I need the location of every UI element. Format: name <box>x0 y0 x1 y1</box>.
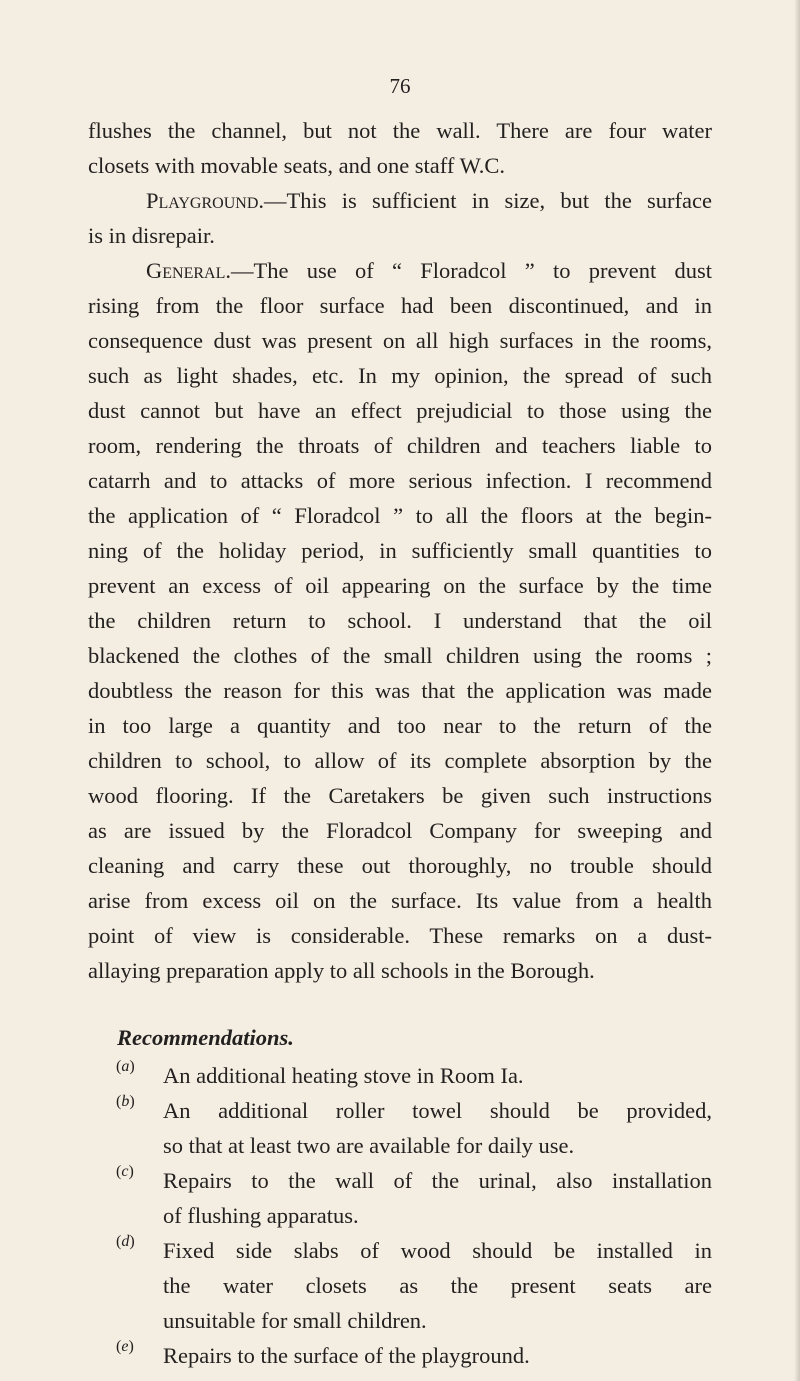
line-text: doubtless the reason for this was that the application was made <box>88 678 712 703</box>
text-line <box>88 218 712 253</box>
recommendation-line: Fixed side slabs of wood should be installed in <box>163 1238 712 1263</box>
recommendation-label: (e) <box>116 1338 134 1355</box>
line-text: allaying preparation apply to all schools in the Borough. <box>88 958 595 983</box>
text-line <box>88 953 712 988</box>
recommendation-item <box>88 1093 712 1163</box>
label-letter: e <box>121 1338 129 1355</box>
text-line <box>88 498 712 533</box>
text-line <box>88 603 712 638</box>
recommendation-line: the water closets as the present seats are <box>163 1273 712 1298</box>
line-text: dust cannot but have an effect prejudicial to those using the <box>88 398 712 423</box>
label-letter: a <box>121 1058 130 1075</box>
line-text: —This is sufficient in size, but the surface <box>264 188 712 213</box>
label-letter: c <box>121 1163 129 1180</box>
recommendation-line: so that at least two are available for daily use. <box>163 1133 575 1158</box>
line-text: such as light shades, etc. In my opinion, the spread of such <box>88 363 712 388</box>
text-line <box>88 708 712 743</box>
text-line <box>88 393 712 428</box>
recommendation-label: (c) <box>116 1163 134 1180</box>
line-text: the application of “ Floradcol ” to all the floors at the begin- <box>88 503 712 528</box>
line-text: the children return to school. I understand that the oil <box>88 608 712 633</box>
text-line <box>88 813 712 848</box>
page-edge <box>794 0 800 1381</box>
text-line <box>88 463 712 498</box>
text-line <box>88 253 712 288</box>
recommendation-line: An additional roller towel should be provided, <box>163 1098 712 1123</box>
page-number: 76 <box>389 74 411 98</box>
line-text: is in disrepair. <box>88 223 215 248</box>
text-line <box>88 428 712 463</box>
text-line <box>88 778 712 813</box>
line-text: flushes the channel, but not the wall. There are four water <box>88 118 712 143</box>
line-text: —The use of “ Floradcol ” to prevent dust <box>230 258 712 283</box>
text-line <box>88 323 712 358</box>
line-text: as are issued by the Floradcol Company for sweeping and <box>88 818 712 843</box>
recommendation-line: unsuitable for small children. <box>163 1308 427 1333</box>
recommendation-line: An additional heating stove in Room Ia. <box>163 1063 524 1088</box>
label-letter: b <box>121 1093 130 1110</box>
recommendation-item <box>88 1163 712 1233</box>
line-text: point of view is considerable. These remarks on a dust- <box>88 923 712 948</box>
text-line <box>88 533 712 568</box>
line-text: arise from excess oil on the surface. Its value from a health <box>88 888 712 913</box>
line-text: prevent an excess of oil appearing on the surface by the time <box>88 573 712 598</box>
text-line <box>88 918 712 953</box>
line-text: consequence dust was present on all high surfaces in the rooms, <box>88 328 712 353</box>
text-line <box>88 673 712 708</box>
text-line <box>88 568 712 603</box>
text-line <box>88 848 712 883</box>
recommendation-line: Repairs to the surface of the playground. <box>163 1343 530 1368</box>
text-line <box>88 148 712 183</box>
recommendation-item <box>88 1233 712 1338</box>
section-lead: General. <box>146 258 231 283</box>
line-text: children to school, to allow of its complete absorption by the <box>88 748 712 773</box>
line-text: wood flooring. If the Caretakers be given such instructions <box>88 783 712 808</box>
text-line <box>88 883 712 918</box>
text-line <box>88 743 712 778</box>
text-line <box>88 288 712 323</box>
recommendation-line: Repairs to the wall of the urinal, also installation <box>163 1168 712 1193</box>
label-letter: d <box>121 1233 130 1250</box>
line-text: closets with movable seats, and one staff W.C. <box>88 153 506 178</box>
recommendation-item <box>88 1058 712 1093</box>
line-text: rising from the floor surface had been discontinued, and in <box>88 293 712 318</box>
text-line <box>88 113 712 148</box>
line-text: ning of the holiday period, in sufficiently small quantities to <box>88 538 712 563</box>
recommendations-list <box>88 1058 712 1373</box>
recommendation-label: (a) <box>116 1058 135 1075</box>
recommendations-heading: Recommendations. <box>117 1025 294 1050</box>
recommendation-label: (d) <box>116 1233 135 1250</box>
recommendation-item <box>88 1338 712 1373</box>
line-text: catarrh and to attacks of more serious infection. I recommend <box>88 468 712 493</box>
section-lead: Playground. <box>146 188 264 213</box>
line-text: blackened the clothes of the small children using the rooms ; <box>88 643 712 668</box>
text-line <box>88 358 712 393</box>
recommendation-label: (b) <box>116 1093 135 1110</box>
line-text: room, rendering the throats of children and teachers liable to <box>88 433 712 458</box>
paragraphs <box>88 113 712 988</box>
line-text: in too large a quantity and too near to the return of the <box>88 713 712 738</box>
text-line <box>88 183 712 218</box>
text-line <box>88 638 712 673</box>
line-text: cleaning and carry these out thoroughly, no trouble should <box>88 853 712 878</box>
recommendation-line: of flushing apparatus. <box>163 1203 359 1228</box>
body-text <box>88 113 712 1373</box>
